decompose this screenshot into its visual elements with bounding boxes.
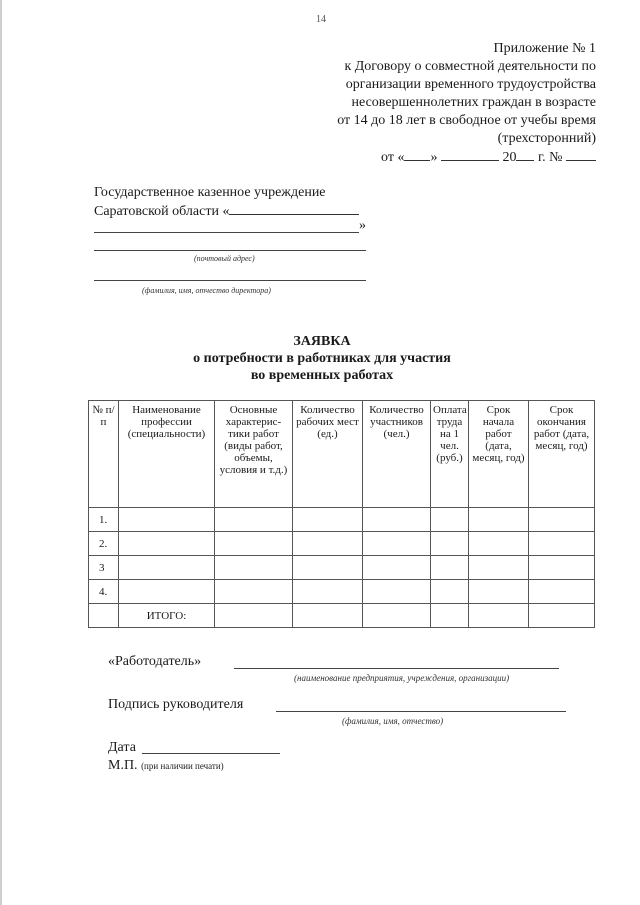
head-signature-rule [276, 711, 566, 712]
appendix-line: от 14 до 18 лет в свободное от учебы время [337, 113, 596, 128]
table-cell[interactable] [215, 556, 293, 580]
document-title: ЗАЯВКА [293, 334, 351, 349]
date-year: 20 [502, 150, 517, 165]
header-start-date: Срок начала работ (дата, месяц, год) [469, 401, 529, 508]
table-cell[interactable] [363, 532, 431, 556]
table-cell[interactable] [363, 508, 431, 532]
table-cell[interactable] [293, 532, 363, 556]
appendix-line: (трехсторонний) [497, 131, 596, 146]
table-cell[interactable] [469, 580, 529, 604]
appendix-line: несовершеннолетних граждан в возрасте [351, 95, 596, 110]
row-number: 2. [89, 532, 119, 556]
organization-line-1: Государственное казенное учреждение [94, 185, 326, 200]
appendix-line: к Договору о совместной деятельности по [344, 59, 596, 74]
table-row [89, 556, 595, 580]
date-label: Дата [108, 740, 136, 755]
table-cell[interactable] [119, 532, 215, 556]
page-number: 14 [316, 14, 326, 25]
row-number: 3 [89, 556, 119, 580]
appendix-line: Приложение № 1 [493, 41, 596, 56]
employer-label: «Работодатель» [108, 654, 202, 669]
stamp-label: М.П. [108, 758, 138, 773]
date-suffix: г. № [534, 150, 563, 165]
header-participants: Количество участников (чел.) [363, 401, 431, 508]
table-cell[interactable] [363, 604, 431, 628]
table-row [89, 532, 595, 556]
organization-name-rule [94, 232, 359, 233]
table-cell [89, 604, 119, 628]
organization-line-2 [94, 202, 359, 221]
address-caption: (почтовый адрес) [194, 254, 255, 263]
appendix-line: организации временного трудоустройства [345, 77, 596, 92]
table-cell[interactable] [215, 604, 293, 628]
document-subtitle-2: во временных работах [250, 368, 394, 383]
table-cell[interactable] [469, 508, 529, 532]
row-number: 1. [89, 508, 119, 532]
employer-rule [234, 668, 559, 669]
appendix-date-line [337, 148, 596, 167]
table-total-row [89, 604, 595, 628]
table-cell[interactable] [119, 556, 215, 580]
table-cell[interactable] [119, 508, 215, 532]
table-cell[interactable] [293, 604, 363, 628]
table-cell[interactable] [363, 580, 431, 604]
head-signature-caption: (фамилия, имя, отчество) [342, 716, 444, 726]
header-end-date: Срок окончания работ (дата, месяц, год) [529, 401, 595, 508]
employer-caption: (наименование предприятия, учреждения, организации) [294, 673, 510, 683]
table-cell[interactable] [431, 604, 469, 628]
date-rule [142, 753, 280, 754]
table-cell[interactable] [469, 532, 529, 556]
date-prefix: от « [381, 150, 405, 165]
row-number: 4. [89, 580, 119, 604]
table-cell[interactable] [529, 556, 595, 580]
table-cell[interactable] [529, 532, 595, 556]
table-row [89, 580, 595, 604]
table-cell[interactable] [293, 556, 363, 580]
table-cell[interactable] [431, 556, 469, 580]
day-blank [404, 148, 430, 161]
header-characteristics: Основные характерис-тики работ (виды работ, объемы, условия и т.д.) [215, 401, 293, 508]
number-blank [566, 148, 596, 161]
stamp-line [108, 758, 224, 774]
table-cell[interactable] [215, 508, 293, 532]
total-label: ИТОГО: [119, 604, 215, 628]
stamp-note: (при наличии печати) [141, 761, 224, 771]
header-workplaces: Количество рабочих мест (ед.) [293, 401, 363, 508]
table-cell[interactable] [431, 532, 469, 556]
date-mid: » [430, 150, 438, 165]
table-cell[interactable] [293, 580, 363, 604]
appendix-header [337, 40, 596, 167]
year-blank [516, 148, 534, 161]
document-subtitle: о потребности в работниках для участия [193, 351, 451, 366]
table-cell[interactable] [293, 508, 363, 532]
header-profession: Наименование профессии (специальности) [119, 401, 215, 508]
header-number: № п/п [89, 401, 119, 508]
organization-name-blank [229, 202, 359, 215]
close-quote: » [359, 218, 366, 233]
request-table [88, 400, 595, 628]
organization-block [94, 184, 359, 221]
table-cell[interactable] [119, 580, 215, 604]
table-cell[interactable] [431, 580, 469, 604]
table-cell[interactable] [469, 604, 529, 628]
director-rule [94, 280, 366, 281]
address-rule [94, 250, 366, 251]
table-cell[interactable] [431, 508, 469, 532]
table-cell[interactable] [215, 580, 293, 604]
director-caption: (фамилия, имя, отчество директора) [142, 286, 271, 295]
month-blank [441, 148, 499, 161]
table-cell[interactable] [529, 508, 595, 532]
table-row [89, 508, 595, 532]
table-header-row [89, 401, 595, 508]
organization-region: Саратовской области « [94, 204, 230, 219]
table-cell[interactable] [215, 532, 293, 556]
table-cell[interactable] [469, 556, 529, 580]
table-cell[interactable] [529, 580, 595, 604]
table-cell[interactable] [363, 556, 431, 580]
header-pay: Оплата труда на 1 чел. (руб.) [431, 401, 469, 508]
table-cell[interactable] [529, 604, 595, 628]
head-signature-label: Подпись руководителя [108, 697, 244, 712]
